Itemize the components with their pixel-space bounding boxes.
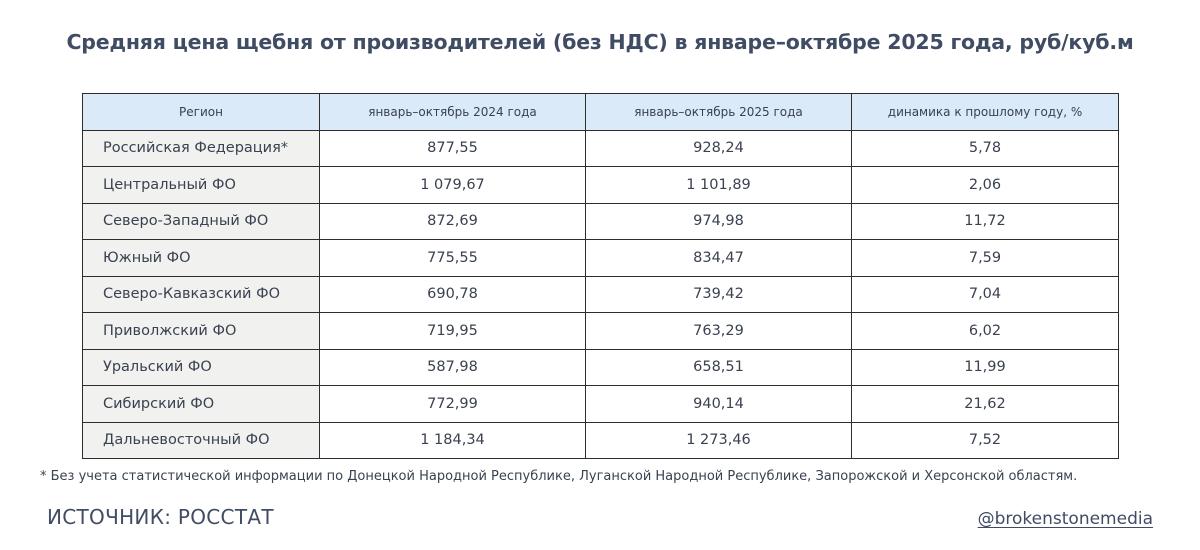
page-title: Средняя цена щебня от производителей (без НДС) в январе–октябре 2025 года, руб/куб.м	[66, 30, 1134, 54]
dynamics-cell: 2,06	[852, 167, 1119, 204]
dynamics-cell: 11,72	[852, 203, 1119, 240]
table-row	[83, 349, 1119, 386]
table-row	[83, 240, 1119, 277]
table-row	[83, 203, 1119, 240]
value-2024-cell: 1 079,67	[320, 167, 586, 204]
table-row	[83, 386, 1119, 423]
price-table	[82, 93, 1119, 459]
value-2025-cell: 1 273,46	[586, 422, 852, 459]
dynamics-cell: 7,59	[852, 240, 1119, 277]
value-2025-cell: 658,51	[586, 349, 852, 386]
dynamics-cell: 7,52	[852, 422, 1119, 459]
value-2025-cell: 940,14	[586, 386, 852, 423]
region-cell: Северо-Кавказский ФО	[83, 276, 320, 313]
dynamics-cell: 6,02	[852, 313, 1119, 350]
dynamics-cell: 21,62	[852, 386, 1119, 423]
value-2025-cell: 974,98	[586, 203, 852, 240]
table-row	[83, 422, 1119, 459]
region-cell: Сибирский ФО	[83, 386, 320, 423]
value-2025-cell: 763,29	[586, 313, 852, 350]
region-cell: Центральный ФО	[83, 167, 320, 204]
column-header-2024: январь–октябрь 2024 года	[320, 94, 586, 131]
region-cell: Российская Федерация*	[83, 130, 320, 167]
value-2024-cell: 690,78	[320, 276, 586, 313]
value-2025-cell: 834,47	[586, 240, 852, 277]
dynamics-cell: 7,04	[852, 276, 1119, 313]
region-cell: Южный ФО	[83, 240, 320, 277]
table-row	[83, 313, 1119, 350]
dynamics-cell: 5,78	[852, 130, 1119, 167]
source-label: ИСТОЧНИК: РОССТАТ	[47, 505, 274, 529]
value-2024-cell: 877,55	[320, 130, 586, 167]
column-header-dynamics: динамика к прошлому году, %	[852, 94, 1119, 131]
value-2024-cell: 772,99	[320, 386, 586, 423]
table-header-row	[83, 94, 1119, 131]
value-2024-cell: 1 184,34	[320, 422, 586, 459]
value-2025-cell: 928,24	[586, 130, 852, 167]
value-2025-cell: 1 101,89	[586, 167, 852, 204]
value-2024-cell: 775,55	[320, 240, 586, 277]
region-cell: Северо-Западный ФО	[83, 203, 320, 240]
region-cell: Приволжский ФО	[83, 313, 320, 350]
value-2024-cell: 587,98	[320, 349, 586, 386]
value-2025-cell: 739,42	[586, 276, 852, 313]
dynamics-cell: 11,99	[852, 349, 1119, 386]
table-row	[83, 130, 1119, 167]
column-header-region: Регион	[83, 94, 320, 131]
table-row	[83, 276, 1119, 313]
column-header-2025: январь–октябрь 2025 года	[586, 94, 852, 131]
footnote: * Без учета статистической информации по Донецкой Народной Республике, Луганской Народной Республике, Запорожской и Херсонской областям.	[40, 469, 1078, 484]
table-row	[83, 167, 1119, 204]
value-2024-cell: 719,95	[320, 313, 586, 350]
region-cell: Дальневосточный ФО	[83, 422, 320, 459]
region-cell: Уральский ФО	[83, 349, 320, 386]
value-2024-cell: 872,69	[320, 203, 586, 240]
social-handle-link[interactable]: @brokenstonemedia	[977, 509, 1153, 529]
table-body	[83, 130, 1119, 459]
